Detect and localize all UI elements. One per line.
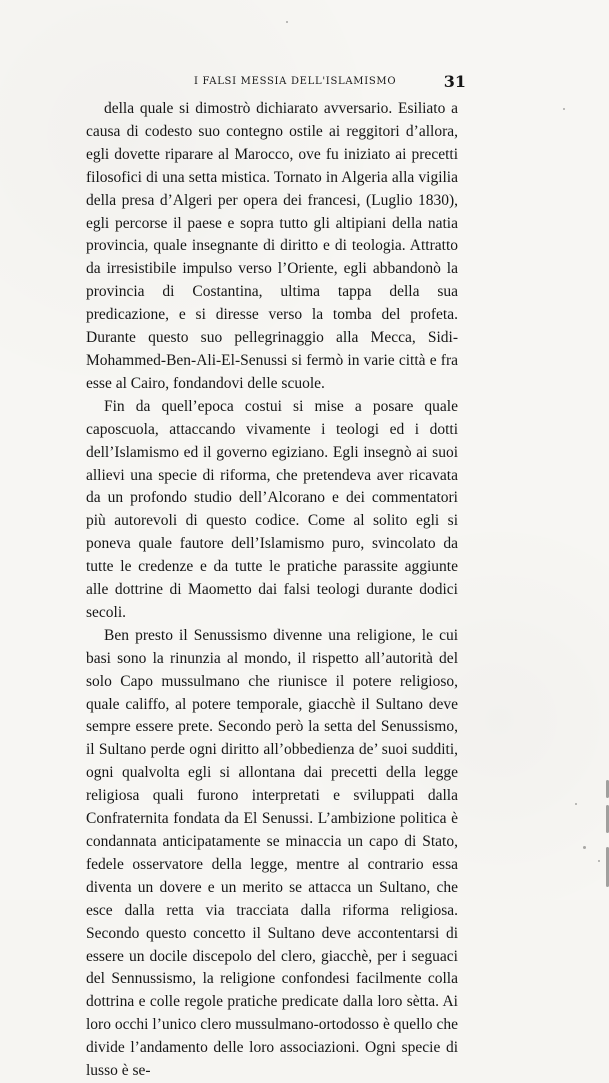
body-text bbox=[86, 98, 458, 1083]
page-header bbox=[86, 74, 465, 94]
paragraph-1: della quale si dimostrò dichiarato avversario. Esiliato a causa di codesto suo contegno ostile ai reggitori d’allora, egli dovette riparare al Marocco, ove fu iniziato ai precetti filosofici di una setta mistica. Tornato in Algeria alla vigilia della presa d’Algeri per opera dei francesi, (Luglio 1830), egli percorse il paese e sopra tutto gli altipiani della natia provincia, quale insegnante di diritto e di teologia. Attratto da irresistibile impulso verso l’Oriente, egli abbandonò la provincia di Costantina, ultima tappa della sua predicazione, e si diresse verso la tomba del profeta. Durante questo suo pellegrinaggio alla Mecca, Sidi-Mohammed-Ben-Ali-El-Senussi si fermò in varie città e fra esse al Cairo, fondandovi delle scuole. bbox=[86, 100, 458, 392]
page-number: 31 bbox=[443, 72, 466, 91]
print-speck bbox=[286, 21, 288, 23]
print-speck bbox=[563, 108, 565, 110]
paragraph-2: Fin da quell’epoca costui si mise a posare quale caposcuola, attaccando vivamente i teologi ed i dotti dell’Islamismo ed il governo egiziano. Egli insegnò ai suoi allievi una specie di riforma, che pretendeva aver ricavata da un profondo studio dell’Alcorano e dei commentatori più autorevoli di questo codice. Come al solito egli si poneva quale fautore dell’Islamismo puro, svincolato da tutte le credenze e da tutte le pratiche parassite aggiunte alle dottrine di Maometto dai falsi teologi durante dodici secoli. bbox=[86, 397, 458, 621]
print-speck bbox=[583, 846, 586, 849]
running-title: I FALSI MESSIA DELL'ISLAMISMO bbox=[194, 76, 397, 87]
print-speck bbox=[575, 803, 577, 805]
print-speck bbox=[598, 860, 600, 862]
paragraph-3: Ben presto il Senussismo divenne una religione, le cui basi sono la rinunzia al mondo, il rispetto all’autorità del solo Capo mussulmano che riunisce il potere religioso, quale califfo, al potere temporale, giacchè il Sultano deve sempre essere prete. Secondo però la setta del Senussismo, il Sultano perde ogni diritto all’obbedienza de’ suoi sudditi, ogni qualvolta egli si allontana dai precetti della legge religiosa quali furono interpretati e sviluppati dalla Confraternita fondata da El Senussi. L’ambizione politica è condannata anticipatamente se minaccia un capo di Stato, fedele osservatore della legge, mentre al contrario essa diventa un dovere e un merito se attacca un Sultano, che esce dalla retta via tracciata dalla riforma religiosa. Secondo questo concetto il Sultano deve accontentarsi di essere un docile discepolo del clero, giacchè, per i seguaci del Sennussismo, la religione confondesi facilmente colla dottrina e colle regole pratiche predicate dalla loro sètta. Ai loro occhi l’unico clero mussulmano-ortodosso è quello che divide l’andamento delle loro associazioni. Ogni specie di lusso è se- bbox=[86, 626, 458, 1080]
